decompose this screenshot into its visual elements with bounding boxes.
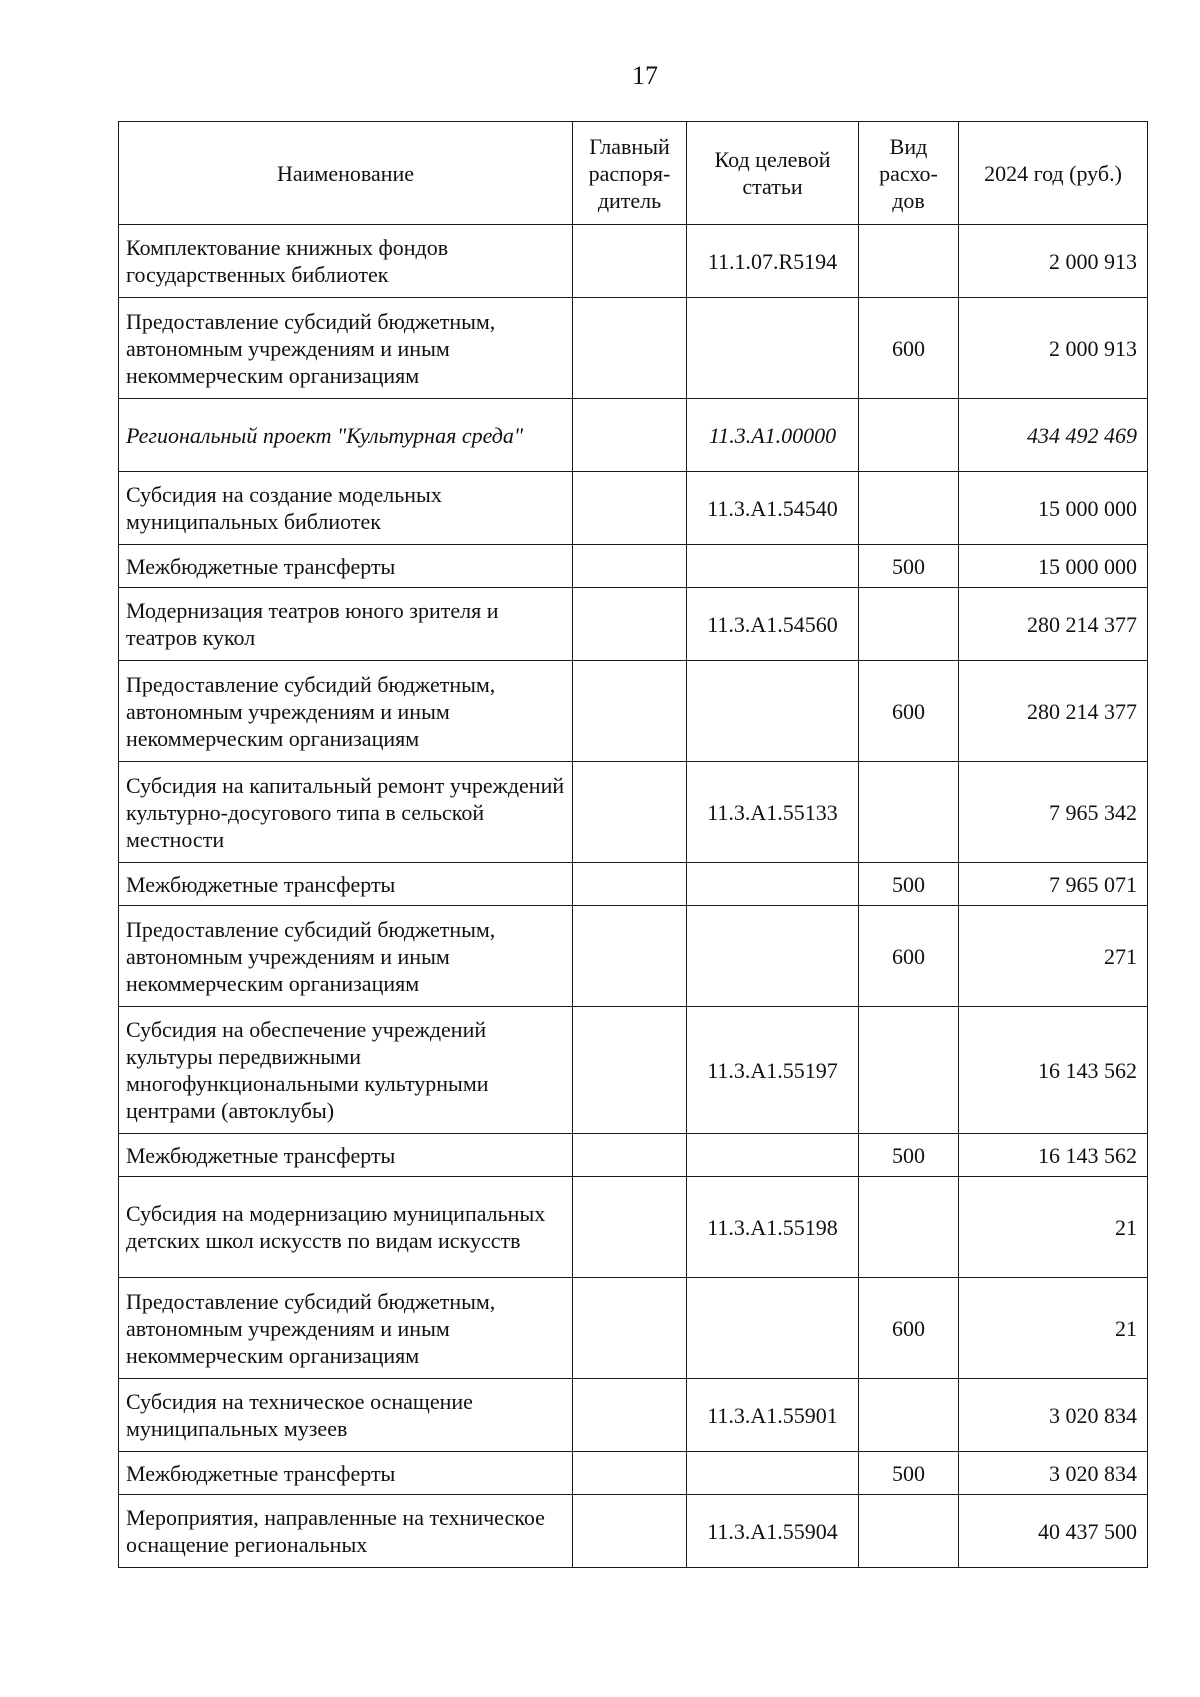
- row-code: 11.3.А1.55198: [687, 1177, 859, 1278]
- row-amount: 3 020 834: [959, 1452, 1148, 1495]
- row-code: 11.3.А1.55197: [687, 1007, 859, 1134]
- row-kind: [859, 762, 959, 863]
- row-kind: [859, 1007, 959, 1134]
- row-amount: 16 143 562: [959, 1134, 1148, 1177]
- row-amount: 434 492 469: [959, 399, 1148, 472]
- page-number: 17: [632, 61, 658, 90]
- row-code: 11.3.А1.55904: [687, 1495, 859, 1568]
- row-name: Межбюджетные трансферты: [119, 863, 573, 906]
- row-name: Субсидия на модернизацию муниципальных детских школ искусств по видам искусств: [119, 1177, 573, 1278]
- row-admin: [573, 1452, 687, 1495]
- row-kind: 600: [859, 298, 959, 399]
- row-amount: 271: [959, 906, 1148, 1007]
- row-name: Субсидия на создание модельных муниципальных библиотек: [119, 472, 573, 545]
- row-name: Субсидия на капитальный ремонт учреждений культурно-досугового типа в сельской местности: [119, 762, 573, 863]
- row-admin: [573, 472, 687, 545]
- row-kind: 500: [859, 863, 959, 906]
- row-code: 11.3.А1.54560: [687, 588, 859, 661]
- row-name: Субсидия на техническое оснащение муниципальных музеев: [119, 1379, 573, 1452]
- row-admin: [573, 1134, 687, 1177]
- row-code: 11.3.А1.55901: [687, 1379, 859, 1452]
- row-name: Мероприятия, направленные на техническое оснащение региональных: [119, 1495, 573, 1568]
- table-row: [119, 225, 1148, 298]
- row-amount: 15 000 000: [959, 545, 1148, 588]
- row-kind: 500: [859, 1134, 959, 1177]
- row-kind: [859, 472, 959, 545]
- row-amount: 2 000 913: [959, 225, 1148, 298]
- row-amount: 40 437 500: [959, 1495, 1148, 1568]
- row-code: 11.1.07.R5194: [687, 225, 859, 298]
- row-code: 11.3.А1.00000: [687, 399, 859, 472]
- row-code: [687, 1452, 859, 1495]
- row-code: [687, 1278, 859, 1379]
- row-kind: [859, 225, 959, 298]
- table-row: [119, 863, 1148, 906]
- row-admin: [573, 1278, 687, 1379]
- row-amount: 7 965 071: [959, 863, 1148, 906]
- row-admin: [573, 1177, 687, 1278]
- row-amount: 21: [959, 1177, 1148, 1278]
- row-kind: 600: [859, 906, 959, 1007]
- row-name: Предоставление субсидий бюджетным, автономным учреждениям и иным некоммерческим организациям: [119, 661, 573, 762]
- row-admin: [573, 225, 687, 298]
- header-admin: Главный распоря-дитель: [573, 122, 687, 225]
- row-admin: [573, 298, 687, 399]
- row-code: [687, 545, 859, 588]
- row-name: Предоставление субсидий бюджетным, автономным учреждениям и иным некоммерческим организациям: [119, 1278, 573, 1379]
- row-name: Комплектование книжных фондов государственных библиотек: [119, 225, 573, 298]
- header-name: Наименование: [119, 122, 573, 225]
- header-kind: Вид расхо-дов: [859, 122, 959, 225]
- row-code: [687, 863, 859, 906]
- row-kind: 600: [859, 661, 959, 762]
- row-admin: [573, 661, 687, 762]
- row-code: 11.3.А1.55133: [687, 762, 859, 863]
- row-admin: [573, 1379, 687, 1452]
- table-row: [119, 762, 1148, 863]
- table-row: [119, 1452, 1148, 1495]
- budget-table: [118, 121, 1148, 1568]
- row-code: [687, 661, 859, 762]
- row-amount: 280 214 377: [959, 588, 1148, 661]
- row-kind: 600: [859, 1278, 959, 1379]
- table-row: [119, 588, 1148, 661]
- table-row: [119, 906, 1148, 1007]
- row-name: Региональный проект "Культурная среда": [119, 399, 573, 472]
- row-kind: 500: [859, 545, 959, 588]
- row-kind: [859, 588, 959, 661]
- row-admin: [573, 1495, 687, 1568]
- row-name: Предоставление субсидий бюджетным, автономным учреждениям и иным некоммерческим организациям: [119, 298, 573, 399]
- row-name: Предоставление субсидий бюджетным, автономным учреждениям и иным некоммерческим организациям: [119, 906, 573, 1007]
- table-row: [119, 1495, 1148, 1568]
- row-name: Межбюджетные трансферты: [119, 545, 573, 588]
- row-admin: [573, 863, 687, 906]
- table-row: [119, 298, 1148, 399]
- table-row: [119, 1177, 1148, 1278]
- row-kind: [859, 399, 959, 472]
- table-row: [119, 1007, 1148, 1134]
- row-code: [687, 906, 859, 1007]
- row-name: Межбюджетные трансферты: [119, 1452, 573, 1495]
- table-row: [119, 1134, 1148, 1177]
- row-code: 11.3.А1.54540: [687, 472, 859, 545]
- row-amount: 21: [959, 1278, 1148, 1379]
- row-amount: 15 000 000: [959, 472, 1148, 545]
- table-row: [119, 399, 1148, 472]
- row-kind: [859, 1495, 959, 1568]
- row-admin: [573, 762, 687, 863]
- row-name: Межбюджетные трансферты: [119, 1134, 573, 1177]
- header-amount: 2024 год (руб.): [959, 122, 1148, 225]
- row-admin: [573, 545, 687, 588]
- row-admin: [573, 399, 687, 472]
- row-amount: 2 000 913: [959, 298, 1148, 399]
- row-amount: 3 020 834: [959, 1379, 1148, 1452]
- row-amount: 16 143 562: [959, 1007, 1148, 1134]
- table-row: [119, 1379, 1148, 1452]
- row-kind: [859, 1177, 959, 1278]
- table-row: [119, 545, 1148, 588]
- row-name: Модернизация театров юного зрителя и театров кукол: [119, 588, 573, 661]
- table-row: [119, 661, 1148, 762]
- row-amount: 7 965 342: [959, 762, 1148, 863]
- row-name: Субсидия на обеспечение учреждений культуры передвижными многофункциональными культурными центрами (автоклубы): [119, 1007, 573, 1134]
- table-header-row: [119, 122, 1148, 225]
- row-admin: [573, 906, 687, 1007]
- row-code: [687, 298, 859, 399]
- row-code: [687, 1134, 859, 1177]
- table-row: [119, 1278, 1148, 1379]
- row-kind: [859, 1379, 959, 1452]
- row-admin: [573, 1007, 687, 1134]
- header-code: Код целевой статьи: [687, 122, 859, 225]
- table-row: [119, 472, 1148, 545]
- row-amount: 280 214 377: [959, 661, 1148, 762]
- row-kind: 500: [859, 1452, 959, 1495]
- row-admin: [573, 588, 687, 661]
